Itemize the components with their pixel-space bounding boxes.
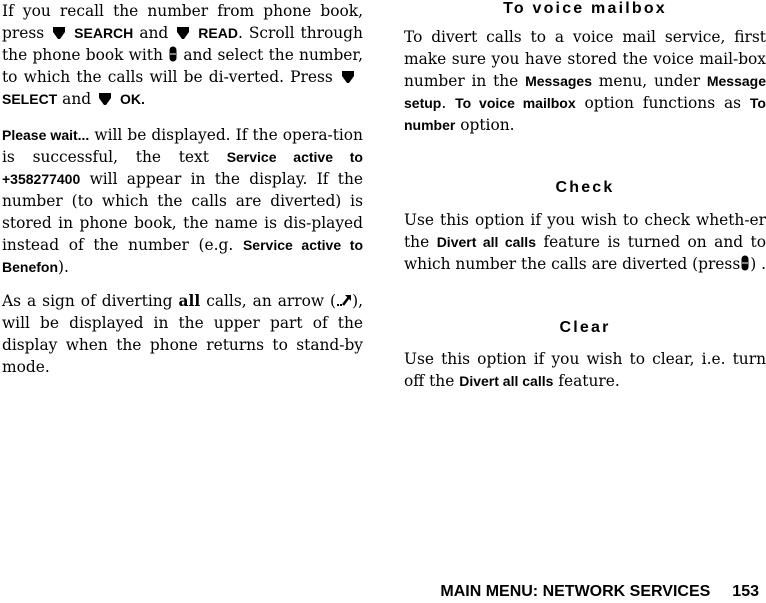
paragraph-please-wait: [2, 124, 363, 278]
please-wait-text: Please wait...: [2, 127, 90, 143]
text-check: Use this option if you wish to check wheth-er the: [404, 211, 766, 251]
scroll-key-icon: [741, 255, 749, 271]
soft-key-icon: [52, 26, 66, 40]
text-divert: To divert calls to a voice mail service, first make sure you have stored the voice mail-box number in the: [404, 28, 766, 90]
paragraph-voice-mailbox: [404, 26, 766, 136]
text-close-paren: ) .: [750, 255, 766, 273]
text-scroll: . Scroll through the phone book with: [2, 24, 363, 64]
select-key-label: SELECT: [2, 91, 58, 107]
paragraph-clear: [404, 348, 766, 392]
text-display: will appear in the display. If the number (to which the calls are diverted) is stored in phone book, the name is dis-played instead of the number (e.g.: [2, 170, 363, 254]
page-footer: [440, 583, 759, 601]
all-emphasis: all: [178, 292, 201, 310]
paragraph-recall-number: [2, 0, 363, 110]
left-column: [2, 0, 363, 378]
to-number-text: To number: [404, 95, 766, 133]
text-and: and: [62, 90, 92, 108]
messages-menu-text: Messages: [525, 73, 592, 89]
ok-key-label: OK.: [120, 91, 145, 107]
divert-all-calls-text: Divert all calls: [459, 373, 554, 389]
text-option: option.: [460, 116, 515, 134]
message-setup-text: Message setup: [404, 73, 766, 111]
read-key-label: READ: [198, 25, 238, 41]
scroll-key-icon: [169, 46, 177, 62]
text-functions: option functions as: [584, 94, 742, 112]
paragraph-divert-sign: [2, 290, 363, 378]
text-clear: Use this option if you wish to clear, i.e. turn off the: [404, 350, 766, 390]
text-sign: As a sign of diverting: [2, 292, 173, 310]
text-select-number: and select the number, to which the calls will be di-verted. Press: [2, 46, 363, 86]
heading-clear: Clear: [559, 319, 611, 336]
soft-key-icon: [98, 92, 112, 106]
text-recall: If you recall the number from phone book, press: [2, 2, 363, 42]
text-and: and: [139, 24, 169, 42]
soft-key-icon: [176, 26, 190, 40]
text-close-paren: ).: [58, 258, 69, 276]
divert-arrow-icon: [336, 293, 352, 307]
text-standby: ), will be displayed in the upper part of the display when the phone returns to stand-by mode.: [2, 292, 363, 376]
text-operation: will be displayed. If the opera-tion is successful, the text: [2, 126, 363, 166]
text-arrow: calls, an arrow (: [206, 292, 337, 310]
divert-all-calls-text: Divert all calls: [436, 234, 536, 250]
service-active-text: Service active to +358277400: [2, 149, 363, 187]
heading-voice-mailbox: To voice mailbox: [503, 0, 667, 17]
footer-section-title: MAIN MENU: NETWORK SERVICES: [440, 583, 711, 600]
text-menu-under: menu, under: [598, 72, 701, 90]
right-column: [404, 0, 766, 392]
paragraph-check: [404, 209, 766, 275]
voice-mailbox-option-text: To voice mailbox: [455, 95, 576, 111]
service-benefon-text: Service active to Benefon: [2, 237, 363, 275]
text-period: .: [441, 94, 447, 112]
text-feature: feature.: [558, 372, 620, 390]
heading-check: Check: [555, 179, 615, 196]
search-key-label: SEARCH: [74, 25, 134, 41]
text-feature-on: feature is turned on and to which number the calls are diverted (press: [404, 233, 766, 273]
soft-key-icon: [341, 70, 355, 84]
page-number: 153: [732, 583, 759, 600]
